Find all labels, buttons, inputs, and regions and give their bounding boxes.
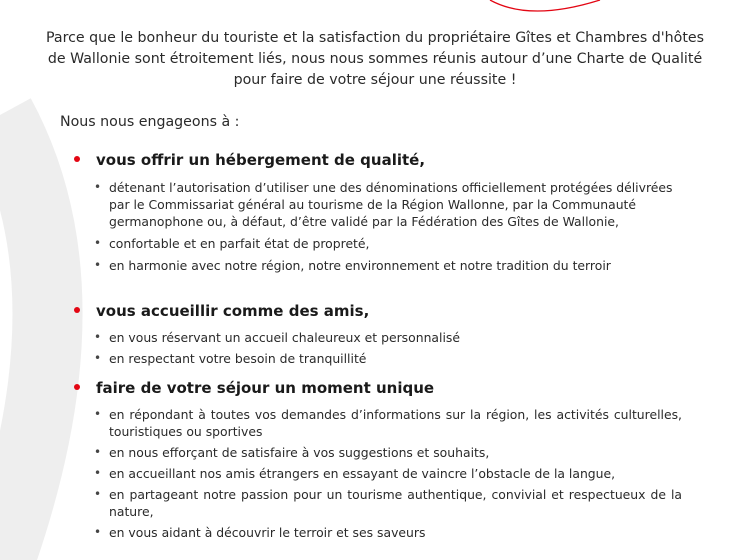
bullet-icon: •	[94, 487, 102, 501]
item-list	[74, 329, 694, 367]
section-accommodation	[74, 151, 694, 274]
bullet-icon: •	[94, 236, 102, 250]
section-heading: faire de votre séjour un moment unique	[74, 379, 694, 397]
list-item: • en nous efforçant de satisfaire à vos suggestions et souhaits,	[94, 445, 490, 460]
bullet-icon: •	[94, 466, 102, 480]
bullet-icon: •	[94, 258, 102, 272]
list-item: • en vous réservant un accueil chaleureux et personnalisé	[94, 330, 460, 345]
list-item: • confortable et en parfait état de propreté,	[94, 236, 370, 251]
intro-paragraph: Parce que le bonheur du touriste et la satisfaction du propriétaire Gîtes et Chambres d'hôtes de Wallonie sont étroitement liés, nous nous sommes réunis autour d’une Charte de Qualité pour faire de votre séjour une réussite !	[45, 30, 705, 88]
bullet-icon: •	[94, 351, 102, 365]
section-heading: vous offrir un hébergement de qualité,	[74, 151, 694, 169]
bullet-icon: •	[94, 330, 102, 344]
bullet-icon: •	[94, 445, 102, 459]
list-item: • en vous aidant à découvrir le terroir et ses saveurs	[94, 525, 426, 540]
list-item: • en accueillant nos amis étrangers en essayant de vaincre l’obstacle de la langue,	[94, 466, 616, 481]
red-bullet-icon	[74, 384, 80, 390]
section-unique-stay	[74, 379, 694, 541]
item-list	[74, 179, 694, 274]
item-list	[74, 406, 694, 541]
commitment-lead: Nous nous engageons à :	[60, 114, 240, 130]
list-item: • en répondant à toutes vos demandes d’informations sur la région, les activités culturelles, touristiques ou sportives	[94, 407, 682, 439]
list-item: • en respectant votre besoin de tranquillité	[94, 351, 367, 366]
list-item: • détenant l’autorisation d’utiliser une des dénominations officiellement protégées délivrées par le Commissariat général au tourisme de la Région Wallonne, par la Communauté germanophone ou, à défaut, d’être validé par la Fédération des Gîtes de Wallonie,	[94, 180, 673, 229]
section-heading: vous accueillir comme des amis,	[74, 302, 694, 320]
bullet-icon: •	[94, 525, 102, 539]
list-item: • en harmonie avec notre région, notre environnement et notre tradition du terroir	[94, 258, 611, 273]
section-welcome	[74, 302, 694, 367]
bullet-icon: •	[94, 180, 102, 194]
red-bullet-icon	[74, 307, 80, 313]
list-item: • en partageant notre passion pour un tourisme authentique, convivial et respectueux de la nature,	[94, 487, 682, 519]
bullet-icon: •	[94, 407, 102, 421]
red-bullet-icon	[74, 156, 80, 162]
